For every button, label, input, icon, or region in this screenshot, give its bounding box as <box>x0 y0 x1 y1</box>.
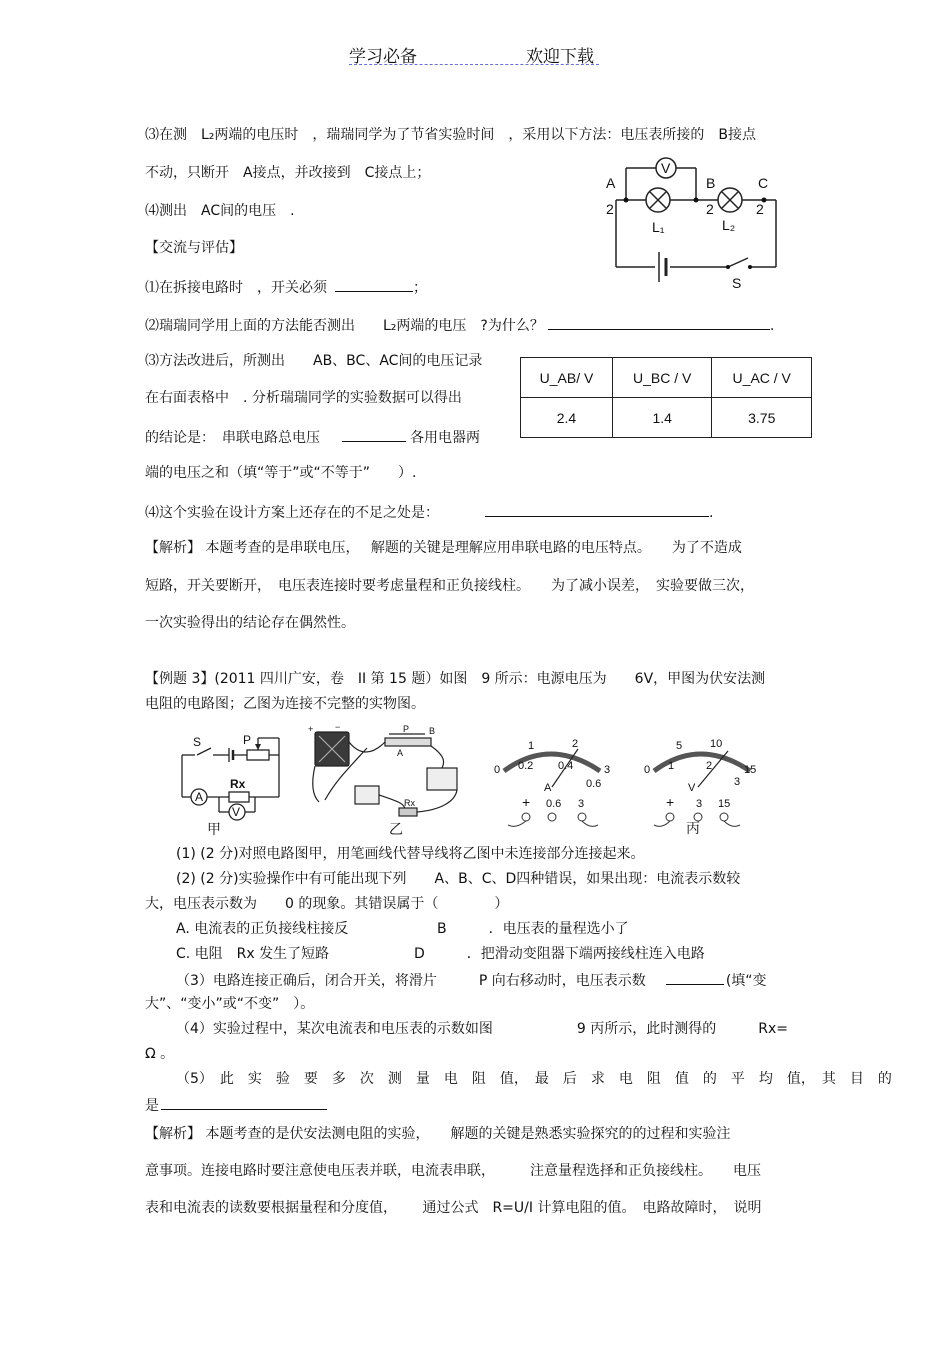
example-title: 电阻的电路图；乙图为连接不完整的实物图。 <box>145 696 425 712</box>
voltage-table <box>520 357 812 438</box>
point-a-label: A <box>606 175 616 191</box>
text-line: 不动，只断开 A接点，并改接到 C接点上； <box>145 165 431 181</box>
ammeter-tick: 0.6 <box>586 778 602 790</box>
voltmeter-tick: 10 <box>710 738 723 750</box>
svg-text:P: P <box>403 724 410 734</box>
option-d: D ．把滑动变阻器下端两接线柱连入电路 <box>414 946 705 962</box>
ammeter-tick: 0.4 <box>558 760 574 772</box>
option-a: A. 电流表的正负接线柱接反 <box>176 921 349 937</box>
svg-text:+: + <box>308 724 314 734</box>
table-header-row <box>521 358 812 398</box>
slider-p-label: P <box>243 733 252 747</box>
answer-blank[interactable] <box>485 502 709 517</box>
voltmeter-tick: 0 <box>644 764 651 776</box>
terminal-label: 2 <box>756 201 764 217</box>
lamp-l1-label: L₁ <box>652 219 665 235</box>
question-3-conclusion <box>145 427 480 447</box>
circuit-schematic-jia <box>175 730 295 840</box>
analysis-line: 一次实验得出的结论存在偶然性。 <box>145 615 355 631</box>
answer-blank[interactable] <box>161 1095 327 1110</box>
ammeter-tick: 1 <box>528 740 535 752</box>
figure-label-yi: 乙 <box>389 821 403 837</box>
header-right: 欢迎下载 <box>526 47 594 67</box>
voltmeter-terminal: 3 <box>696 798 703 810</box>
text-line: 在右面表格中 . 分析瑞瑞同学的实验数据可以得出 <box>145 390 462 406</box>
question-text: Ω 。 <box>145 1046 175 1062</box>
voltmeter-tick: 1 <box>668 760 675 772</box>
question-text: （5） 此 实 验 要 多 次 测 量 电 阻 值， 最 后 求 电 阻 值 的 平 均 值， 其 目 的 <box>176 1071 892 1087</box>
question-text: (1) (2 分)对照电路图甲，用笔画线代替导线将乙图中未连接部分连接起来。 <box>176 846 645 862</box>
table-cell: 3.75 <box>712 398 812 438</box>
text-line: ⑷测出 AC间的电压 . <box>145 203 295 219</box>
header-left: 学习必备 <box>349 47 417 67</box>
header-divider <box>349 64 599 65</box>
answer-blank[interactable] <box>548 315 770 330</box>
question-text: 是 <box>145 1098 159 1114</box>
voltmeter-terminal: 15 <box>718 798 731 810</box>
question-2 <box>145 315 774 335</box>
svg-text:A: A <box>397 748 404 758</box>
analysis-line: 意事项。连接电路时要注意使电压表并联，电流表串联， 注意量程选择和正负接线柱。 电压 <box>145 1163 761 1179</box>
svg-text:B: B <box>429 726 436 736</box>
question-1 <box>145 277 427 297</box>
example-title: 【例题 3】(2011 四川广安，卷 II 第 15 题）如图 9 所示：电源电压为 6V，甲图为伏安法测 <box>145 671 766 687</box>
ammeter-tick: 0 <box>494 764 501 776</box>
voltmeter <box>644 738 756 836</box>
question-3 <box>176 970 767 990</box>
question-4-text: ⑷这个实验在设计方案上还存在的不足之处是： <box>145 505 439 521</box>
table-header: U_AB/ V <box>521 358 613 398</box>
question-2-text: ⑵瑞瑞同学用上面的方法能否测出 L₂两端的电压 ?为什么？ <box>145 318 544 334</box>
text-line: ⑶方法改进后，所测出 AB、BC、AC间的电压记录 <box>145 353 483 369</box>
question-2-end: . <box>769 318 775 334</box>
text-line: ⑶在测 L₂两端的电压时 ，瑞瑞同学为了节省实验时间 ，采用以下方法：电压表所接的 B接点 <box>145 127 757 143</box>
table-header: U_AC / V <box>712 358 812 398</box>
question-5-answer <box>145 1095 327 1115</box>
series-circuit-diagram <box>600 150 790 300</box>
voltmeter-tick: 2 <box>706 760 713 772</box>
text-line: 端的电压之和（填“等于”或“不等于” ）. <box>145 465 417 481</box>
text-span: 的结论是： 串联电路总电压 <box>145 430 320 446</box>
ammeter <box>494 738 610 826</box>
figure-label-bing: 丙 <box>686 820 700 836</box>
analysis-line: 【解析】 本题考查的是串联电压， 解题的关键是理解应用串联电路的电压特点。 为了不造成 <box>145 540 742 556</box>
analysis-line: 【解析】 本题考查的是伏安法测电阻的实验， 解题的关键是熟悉实验探究的的过程和实验注 <box>145 1126 731 1142</box>
answer-blank[interactable] <box>666 970 724 985</box>
text-span: 各用电器两 <box>410 430 480 446</box>
meters-diagram-bing <box>490 735 760 840</box>
table-cell: 2.4 <box>521 398 613 438</box>
ammeter-terminal: 3 <box>578 798 585 810</box>
ammeter-terminal: + <box>522 794 531 810</box>
question-text: (填“变 <box>725 973 767 989</box>
analysis-line: 表和电流表的读数要根据量程和分度值， 通过公式 R=U/I 计算电阻的值。 电路故障时， 说明 <box>145 1200 762 1216</box>
question-text: (2) (2 分)实验操作中有可能出现下列 A、B、C、D四种错误，如果出现：电流表示数较 <box>176 871 741 887</box>
svg-text:Rx: Rx <box>404 798 415 808</box>
table-header: U_BC / V <box>612 358 712 398</box>
apparatus-diagram-yi <box>305 722 475 840</box>
table-row <box>521 398 812 438</box>
answer-blank[interactable] <box>342 427 406 442</box>
table-cell: 1.4 <box>612 398 712 438</box>
voltmeter-symbol-label: V <box>661 160 671 176</box>
lamp-l2-label: L₂ <box>722 217 736 233</box>
voltmeter-tick: 5 <box>676 740 683 752</box>
point-b-label: B <box>706 175 716 191</box>
ammeter-tick: 0.2 <box>518 760 534 772</box>
answer-blank[interactable] <box>335 277 413 292</box>
voltmeter-tick: 15 <box>744 764 757 776</box>
question-text: （4）实验过程中，某次电流表和电压表的示数如图 9 丙所示，此时测得的 Rx= <box>176 1021 789 1037</box>
figure-label-jia: 甲 <box>207 821 221 837</box>
switch-s-label: S <box>193 735 202 749</box>
resistor-rx-label: Rx <box>230 777 246 791</box>
option-b: B ．电压表的量程选小了 <box>437 921 629 937</box>
analysis-line: 短路，开关要断开， 电压表连接时要考虑量程和正负接线柱。 为了减小误差， 实验要做三次， <box>145 578 754 594</box>
point-c-label: C <box>758 175 769 191</box>
svg-text:−: − <box>335 722 341 732</box>
ammeter-symbol-label: A <box>195 790 204 804</box>
switch-label: S <box>732 275 742 291</box>
ammeter-tick: 2 <box>572 738 579 750</box>
voltmeter-terminal: + <box>666 794 675 810</box>
question-1-text: ⑴在拆接电路时 ，开关必须 <box>145 280 327 296</box>
question-1-end: ； <box>413 280 427 296</box>
ammeter-unit: A <box>544 782 552 794</box>
ammeter-terminal: 0.6 <box>546 798 562 810</box>
terminal-label: 2 <box>606 201 614 217</box>
ammeter-tick: 3 <box>604 764 611 776</box>
voltmeter-tick: 3 <box>734 776 741 788</box>
section-heading: 【交流与评估】 <box>145 240 243 256</box>
question-text: （3）电路连接正确后，闭合开关，将滑片 P 向右移动时，电压表示数 <box>176 973 646 989</box>
terminal-label: 2 <box>706 201 714 217</box>
question-4-end: . <box>709 505 714 521</box>
voltmeter-unit: V <box>688 782 696 794</box>
voltmeter-symbol-label: V <box>232 805 241 819</box>
question-text: 大”、“变小”或“不变” ）。 <box>145 996 315 1012</box>
question-text: 大，电压表示数为 0 的现象。其错误属于（ ） <box>145 896 509 912</box>
option-c: C. 电阻 Rx 发生了短路 <box>176 946 330 962</box>
question-4 <box>145 502 713 522</box>
